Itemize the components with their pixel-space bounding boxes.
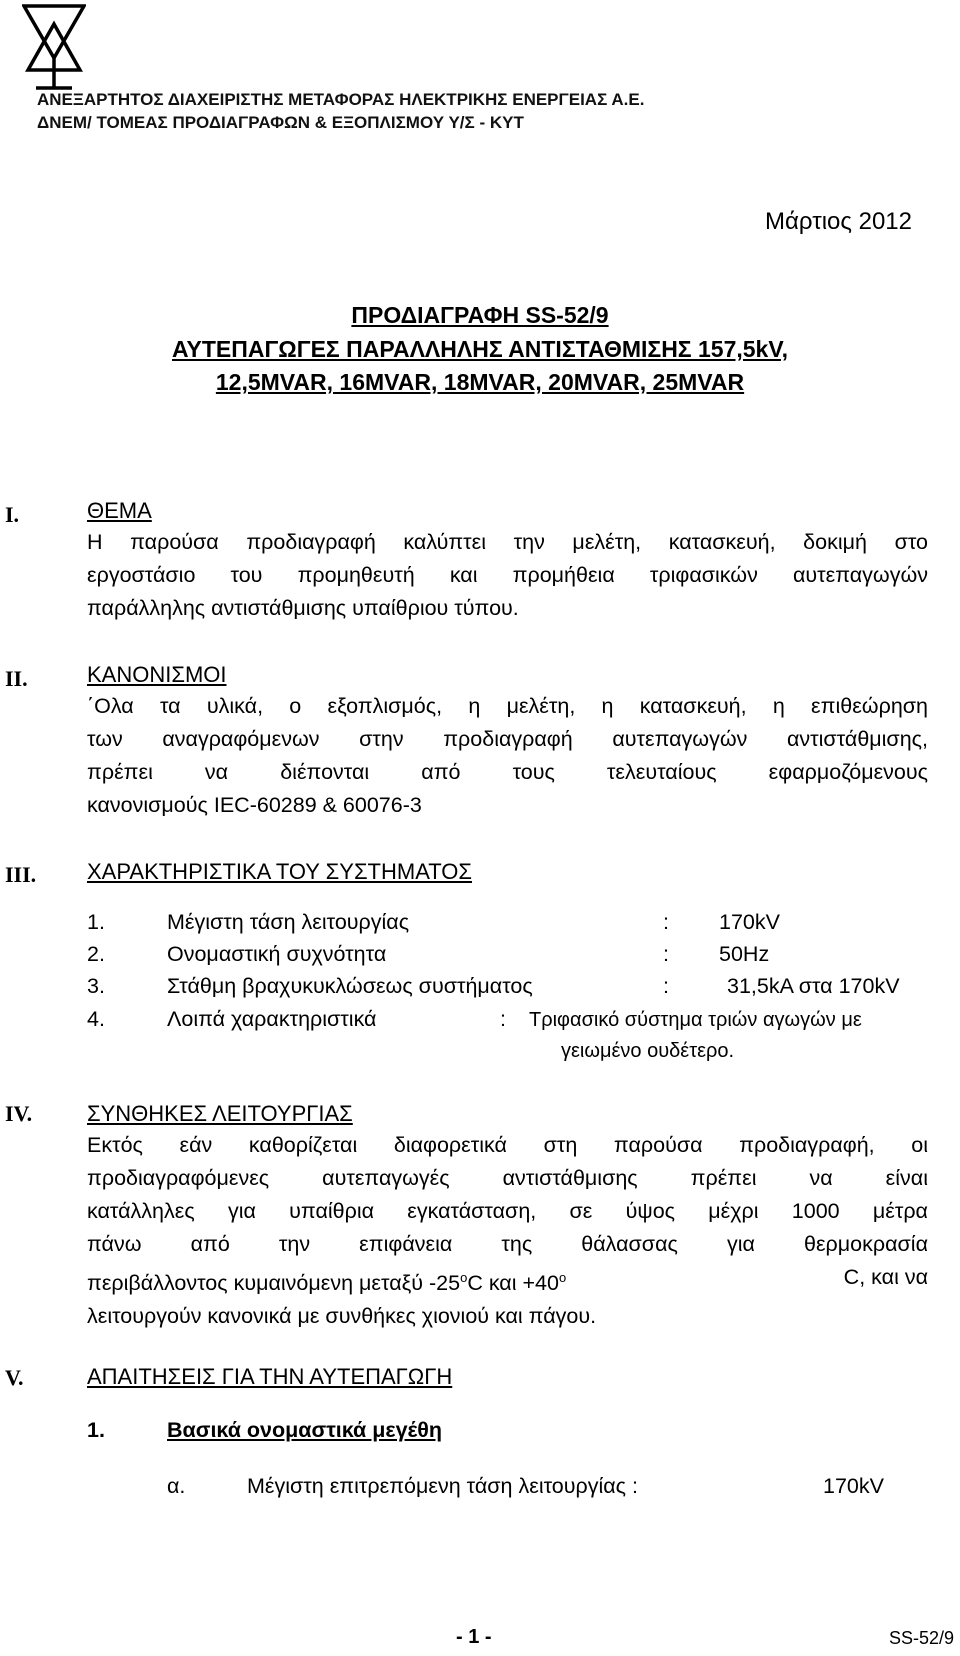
section-4-line: κατάλληλες για υπαίθρια εγκατάσταση, σε ύψος μέχρι 1000 μέτρα <box>87 1199 928 1223</box>
subitem-letter: α. <box>167 1474 186 1498</box>
section-5-heading: ΑΠΑΙΤΗΣΕΙΣ ΓΙΑ ΤΗΝ ΑΥΤΕΠΑΓΩΓΗ <box>87 1364 453 1389</box>
section-2-line: των αναγραφόμενων στην προδιαγραφή αυτεπαγωγών αντιστάθμισης, <box>87 727 928 751</box>
section-1-body <box>87 526 928 625</box>
spec-item-number: 1. <box>87 910 105 934</box>
document-date: Μάρτιος 2012 <box>765 208 912 235</box>
spec-item-separator: : <box>663 974 669 998</box>
section-2-line: πρέπει να διέπονται από τους τελευταίους εφαρμοζόμενους <box>87 760 928 784</box>
section-4-body <box>87 1129 928 1333</box>
spec-item-label: Λοιπά χαρακτηριστικά <box>167 1007 377 1031</box>
section-1-number: I. <box>5 502 20 527</box>
section-3-number: III. <box>5 862 37 887</box>
section-2-number: II. <box>5 666 28 691</box>
section-2-heading: ΚΑΝΟΝΙΣΜΟΙ <box>87 662 227 687</box>
spec-item-label: Μέγιστη τάση λειτουργίας <box>167 910 410 934</box>
page-number: - 1 - <box>456 1626 492 1648</box>
section-4-line: Εκτός εάν καθορίζεται διαφορετικά στη παρούσα προδιαγραφή, οι <box>87 1133 928 1157</box>
spec-item-value: Τριφασικό σύστημα τριών αγωγών με <box>529 1009 862 1031</box>
temperature-range-text <box>87 1261 566 1300</box>
temp-text-b: C και +40 <box>467 1271 559 1295</box>
spec-item-value: 170kV <box>719 910 780 934</box>
section-1-line: εργοστάσιο του προμηθευτή και προμήθεια τριφασικών αυτεπαγωγών <box>87 563 928 587</box>
degree-symbol: o <box>558 1270 567 1285</box>
spec-item-separator: : <box>500 1007 506 1031</box>
section-4-heading: ΣΥΝΘΗΚΕΣ ΛΕΙΤΟΥΡΓΙΑΣ <box>87 1101 353 1126</box>
section-4-line: πάνω από την επιφάνεια της θάλασσας για θερμοκρασία <box>87 1232 928 1256</box>
section-3-heading: ΧΑΡΑΚΤΗΡΙΣΤΙΚΑ ΤΟΥ ΣΥΣΤΗΜΑΤΟΣ <box>87 859 472 884</box>
spec-item-separator: : <box>663 910 669 934</box>
spec-item-value: 31,5kA στα 170kV <box>727 974 900 998</box>
spec-item-separator: : <box>663 942 669 966</box>
title-line3: 12,5MVAR, 16MVAR, 18MVAR, 20MVAR, 25MVAR <box>215 369 745 395</box>
org-name-line2: ΔΝΕΜ/ ΤΟΜΕΑΣ ΠΡΟΔΙΑΓΡΑΦΩΝ & ΕΞΟΠΛΙΣΜΟΥ Υ/Σ - ΚΥΤ <box>37 113 524 132</box>
company-logo <box>22 2 86 90</box>
section-4-line <box>87 1261 928 1300</box>
spec-item-label: Στάθμη βραχυκυκλώσεως συστήματος <box>167 974 533 998</box>
spec-item-number: 4. <box>87 1007 105 1031</box>
subitem-label: Μέγιστη επιτρεπόμενη τάση λειτουργίας : <box>247 1474 638 1498</box>
section-2-body <box>87 690 928 822</box>
section-5-number: V. <box>5 1365 24 1390</box>
section-4-line: λειτουργούν κανονικά με συνθήκες χιονιού και πάγου. <box>87 1304 597 1328</box>
section-1-line: παράλληλης αντιστάθμισης υπαίθριου τύπου. <box>87 596 519 620</box>
temp-text-a: περιβάλλοντος κυμαινόμενη μεταξύ -25 <box>87 1271 461 1295</box>
spec-item-number: 2. <box>87 942 105 966</box>
spec-item-number: 3. <box>87 974 105 998</box>
spec-item-value: 50Hz <box>719 942 770 966</box>
section-1-line: Η παρούσα προδιαγραφή καλύπτει την μελέτη, κατασκευή, δοκιμή στο <box>87 530 928 554</box>
title-line2: ΑΥΤΕΠΑΓΩΓΕΣ ΠΑΡΑΛΛΗΛΗΣ ΑΝΤΙΣΤΑΘΜΙΣΗΣ 157,5kV, <box>172 336 788 362</box>
section-2-line: κανονισμούς IEC-60289 & 60076-3 <box>87 793 422 817</box>
section-4-number: IV. <box>5 1101 33 1126</box>
section-2-line: ΄Ολα τα υλικά, ο εξοπλισμός, η μελέτη, η κατασκευή, η επιθεώρηση <box>87 694 928 718</box>
section-1-heading: ΘΕΜΑ <box>87 498 152 523</box>
subsection-number: 1. <box>87 1418 105 1442</box>
spec-item-value-continued: γειωμένο ουδέτερο. <box>561 1040 735 1062</box>
title-line1: ΠΡΟΔΙΑΓΡΑΦΗ SS-52/9 <box>351 302 609 328</box>
subitem-value: 170kV <box>823 1474 884 1498</box>
temp-text-c: C, και να <box>843 1265 928 1289</box>
section-4-line: προδιαγραφόμενες αυτεπαγωγές αντιστάθμισης πρέπει να είναι <box>87 1166 928 1190</box>
org-name-line1: ΑΝΕΞΑΡΤΗΤΟΣ ΔΙΑΧΕΙΡΙΣΤΗΣ ΜΕΤΑΦΟΡΑΣ ΗΛΕΚΤΡΙΚΗΣ ΕΝΕΡΓΕΙΑΣ Α.Ε. <box>37 90 645 109</box>
subsection-heading: Βασικά ονομαστικά μεγέθη <box>167 1418 442 1442</box>
spec-item-label: Ονομαστική συχνότητα <box>167 942 387 966</box>
degree-symbol: o <box>460 1270 468 1285</box>
document-code: SS-52/9 <box>888 1628 954 1648</box>
